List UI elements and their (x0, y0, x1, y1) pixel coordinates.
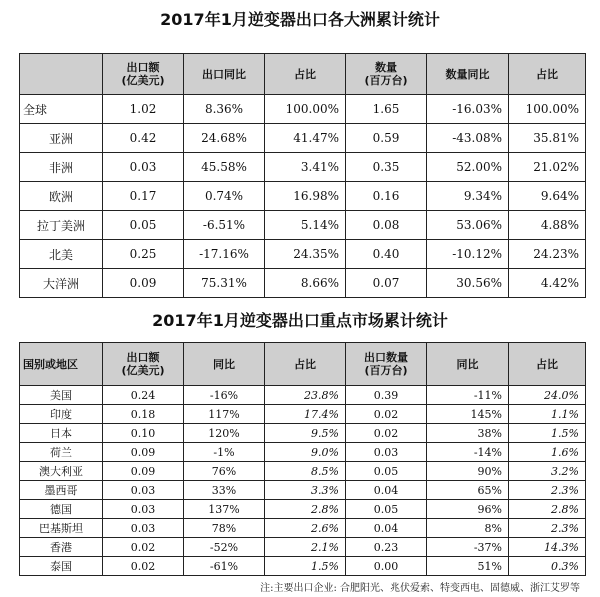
region-cell: 日本 (20, 424, 103, 443)
value-cell: 0.17 (103, 182, 184, 211)
value-cell: -10.12% (427, 240, 509, 269)
value-cell: 0.09 (103, 269, 184, 298)
value-cell: 65% (427, 481, 509, 500)
table-row (20, 269, 586, 298)
value-cell: 8.66% (265, 269, 346, 298)
value-cell: 76% (184, 462, 265, 481)
value-cell: 0.09 (103, 443, 184, 462)
table-row (20, 153, 586, 182)
value-cell: 38% (427, 424, 509, 443)
value-cell: -16.03% (427, 95, 509, 124)
table-row (20, 182, 586, 211)
value-cell: 0.04 (346, 519, 427, 538)
region-cell: 欧洲 (20, 182, 103, 211)
value-cell: -11% (427, 386, 509, 405)
value-cell: 75.31% (184, 269, 265, 298)
value-cell: 0.03 (103, 153, 184, 182)
value-cell: 137% (184, 500, 265, 519)
table-row (20, 424, 586, 443)
value-cell: 0.3% (509, 557, 586, 576)
region-cell: 全球 (20, 95, 103, 124)
value-cell: 2.8% (265, 500, 346, 519)
value-cell: -61% (184, 557, 265, 576)
value-cell: 0.05 (346, 462, 427, 481)
table-row (20, 386, 586, 405)
value-cell: 0.74% (184, 182, 265, 211)
region-cell: 香港 (20, 538, 103, 557)
value-cell: 35.81% (509, 124, 586, 153)
value-cell: 0.03 (346, 443, 427, 462)
value-cell: 0.18 (103, 405, 184, 424)
table2-header-cell: 同比 (184, 343, 265, 386)
region-cell: 美国 (20, 386, 103, 405)
table-row (20, 211, 586, 240)
value-cell: 1.02 (103, 95, 184, 124)
value-cell: 90% (427, 462, 509, 481)
value-cell: 24.68% (184, 124, 265, 153)
value-cell: -37% (427, 538, 509, 557)
table1-header-cell: 占比 (265, 54, 346, 95)
value-cell: 24.35% (265, 240, 346, 269)
value-cell: 1.5% (509, 424, 586, 443)
region-cell: 德国 (20, 500, 103, 519)
region-cell: 荷兰 (20, 443, 103, 462)
region-cell: 大洋洲 (20, 269, 103, 298)
value-cell: 1.6% (509, 443, 586, 462)
region-cell: 拉丁美洲 (20, 211, 103, 240)
table-row (20, 405, 586, 424)
value-cell: 17.4% (265, 405, 346, 424)
region-cell: 澳大利亚 (20, 462, 103, 481)
value-cell: 117% (184, 405, 265, 424)
value-cell: 0.02 (346, 424, 427, 443)
table-row (20, 240, 586, 269)
value-cell: -16% (184, 386, 265, 405)
table1-header-cell (20, 54, 103, 95)
value-cell: 120% (184, 424, 265, 443)
value-cell: 3.3% (265, 481, 346, 500)
value-cell: 0.09 (103, 462, 184, 481)
table1-header-row (20, 54, 586, 95)
table2-header-cell: 出口数量 (百万台) (346, 343, 427, 386)
table-row (20, 500, 586, 519)
value-cell: 0.05 (103, 211, 184, 240)
table1-header-cell: 出口同比 (184, 54, 265, 95)
region-cell: 北美 (20, 240, 103, 269)
table2-title: 2017年1月逆变器出口重点市场累计统计 (152, 311, 448, 330)
value-cell: 0.23 (346, 538, 427, 557)
value-cell: 0.16 (346, 182, 427, 211)
value-cell: 0.35 (346, 153, 427, 182)
table1-title: 2017年1月逆变器出口各大洲累计统计 (160, 10, 440, 29)
table1-header-cell: 出口额 (亿美元) (103, 54, 184, 95)
value-cell: 2.3% (509, 519, 586, 538)
value-cell: 9.34% (427, 182, 509, 211)
value-cell: 100.00% (265, 95, 346, 124)
value-cell: -14% (427, 443, 509, 462)
table2-header-row (20, 343, 586, 386)
value-cell: 0.10 (103, 424, 184, 443)
value-cell: 2.1% (265, 538, 346, 557)
continent-export-table (19, 53, 586, 298)
table-row (20, 95, 586, 124)
value-cell: 0.39 (346, 386, 427, 405)
value-cell: 0.08 (346, 211, 427, 240)
value-cell: 2.6% (265, 519, 346, 538)
table-row (20, 519, 586, 538)
value-cell: 4.42% (509, 269, 586, 298)
value-cell: 0.04 (346, 481, 427, 500)
value-cell: 0.07 (346, 269, 427, 298)
value-cell: 23.8% (265, 386, 346, 405)
value-cell: 0.02 (346, 405, 427, 424)
value-cell: 96% (427, 500, 509, 519)
table2-header-cell: 占比 (265, 343, 346, 386)
value-cell: 2.8% (509, 500, 586, 519)
region-cell: 非洲 (20, 153, 103, 182)
value-cell: 3.2% (509, 462, 586, 481)
table1-header-cell: 占比 (509, 54, 586, 95)
value-cell: 0.40 (346, 240, 427, 269)
value-cell: 4.88% (509, 211, 586, 240)
value-cell: 1.1% (509, 405, 586, 424)
value-cell: 9.64% (509, 182, 586, 211)
value-cell: 45.58% (184, 153, 265, 182)
table2-header-cell: 同比 (427, 343, 509, 386)
table-row (20, 124, 586, 153)
value-cell: 3.41% (265, 153, 346, 182)
value-cell: 24.0% (509, 386, 586, 405)
value-cell: 0.59 (346, 124, 427, 153)
table1-header-cell: 数量 (百万台) (346, 54, 427, 95)
value-cell: 0.02 (103, 538, 184, 557)
value-cell: 100.00% (509, 95, 586, 124)
value-cell: 24.23% (509, 240, 586, 269)
value-cell: 0.25 (103, 240, 184, 269)
table2-header-cell: 出口额 (亿美元) (103, 343, 184, 386)
value-cell: 2.3% (509, 481, 586, 500)
value-cell: 145% (427, 405, 509, 424)
value-cell: 0.05 (346, 500, 427, 519)
table-row (20, 557, 586, 576)
value-cell: 8.36% (184, 95, 265, 124)
value-cell: 52.00% (427, 153, 509, 182)
value-cell: 21.02% (509, 153, 586, 182)
value-cell: 9.5% (265, 424, 346, 443)
value-cell: 1.65 (346, 95, 427, 124)
table-row (20, 462, 586, 481)
value-cell: 0.42 (103, 124, 184, 153)
table-row (20, 443, 586, 462)
region-cell: 巴基斯坦 (20, 519, 103, 538)
region-cell: 亚洲 (20, 124, 103, 153)
value-cell: 0.00 (346, 557, 427, 576)
value-cell: 0.24 (103, 386, 184, 405)
value-cell: 16.98% (265, 182, 346, 211)
value-cell: 9.0% (265, 443, 346, 462)
value-cell: -43.08% (427, 124, 509, 153)
value-cell: 51% (427, 557, 509, 576)
table2-header-cell: 占比 (509, 343, 586, 386)
value-cell: 14.3% (509, 538, 586, 557)
value-cell: 8.5% (265, 462, 346, 481)
value-cell: 1.5% (265, 557, 346, 576)
value-cell: -6.51% (184, 211, 265, 240)
value-cell: -1% (184, 443, 265, 462)
value-cell: 0.02 (103, 557, 184, 576)
table1-header-cell: 数量同比 (427, 54, 509, 95)
table2-header-cell: 国别或地区 (20, 343, 103, 386)
table-row (20, 481, 586, 500)
value-cell: 41.47% (265, 124, 346, 153)
value-cell: 30.56% (427, 269, 509, 298)
value-cell: 8% (427, 519, 509, 538)
region-cell: 墨西哥 (20, 481, 103, 500)
region-cell: 泰国 (20, 557, 103, 576)
region-cell: 印度 (20, 405, 103, 424)
value-cell: -52% (184, 538, 265, 557)
key-market-export-table (19, 342, 586, 576)
value-cell: 78% (184, 519, 265, 538)
value-cell: 33% (184, 481, 265, 500)
footnote: 注:主要出口企业: 合肥阳光、兆伏爱索、特变西电、固德威、浙江艾罗等 (260, 583, 580, 594)
value-cell: 53.06% (427, 211, 509, 240)
value-cell: 0.03 (103, 481, 184, 500)
value-cell: 0.03 (103, 500, 184, 519)
value-cell: 5.14% (265, 211, 346, 240)
table-row (20, 538, 586, 557)
value-cell: -17.16% (184, 240, 265, 269)
value-cell: 0.03 (103, 519, 184, 538)
